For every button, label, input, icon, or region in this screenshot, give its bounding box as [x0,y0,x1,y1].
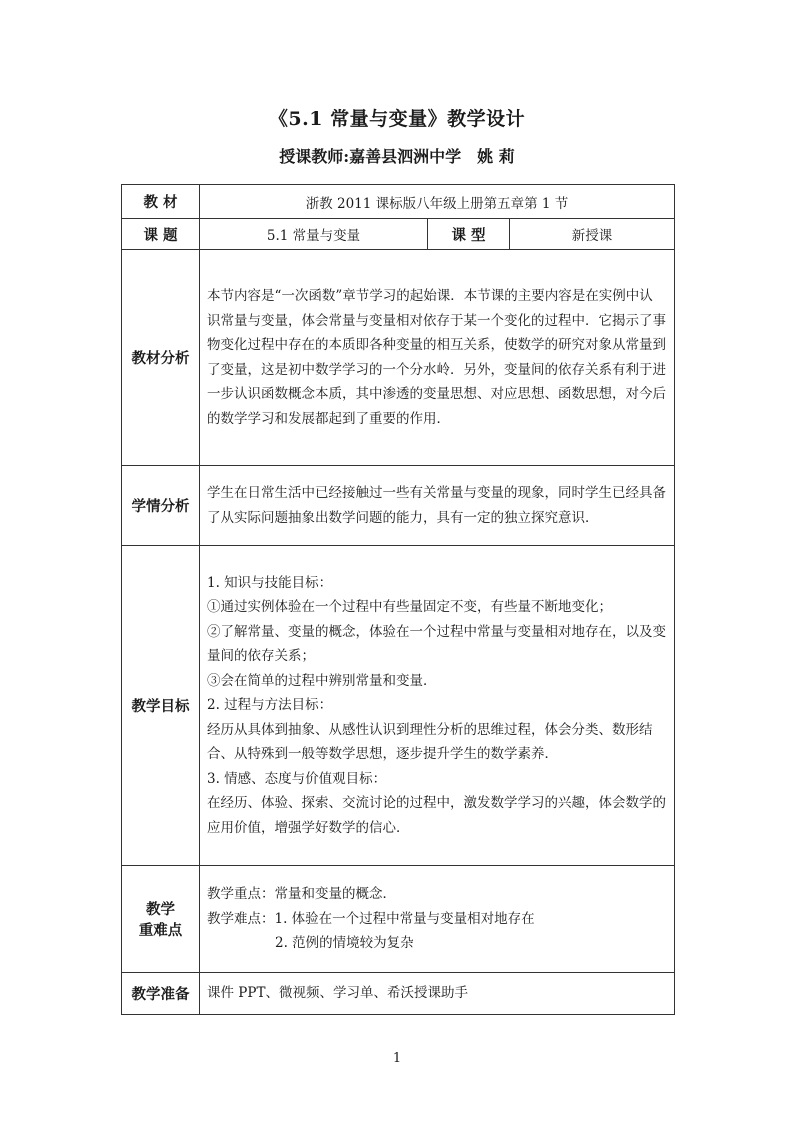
lesson-plan-table [121,184,675,1015]
objective-heading-2: 2. 过程与方法目标： [207,697,333,714]
lesson-type-value: 新授课 [510,219,675,250]
material-analysis-text: 本节内容是“一次函数”章节学习的起始课．本节课的主要内容是在实例中认识常量与变量，体会常量与变量相对依存于某一个变化的过程中．它揭示了事物变化过程中存在的本质即各种变量的相互关系，使数学的研究对象从常量到了变量，这是初中数学学习的一个分水岭．另外，变量间的依存关系有利于进一步认识函数概念本质，其中渗透的变量思想、对应思想、函数思想，对今后的数学学习和发展都起到了重要的作用． [200,250,675,466]
preparation-label: 教学准备 [122,973,200,1015]
row-material-analysis [122,250,675,466]
textbook-label: 教 材 [122,185,200,219]
lesson-type-label: 课 型 [428,219,510,250]
objective-heading-3: 3. 情感、态度与价值观目标： [207,770,387,787]
objectives-label: 教学目标 [122,546,200,866]
document-title: 《5.1 常量与变量》教学设计 [268,108,526,130]
objective-item: 经历从具体到抽象、从感性认识到理性分析的思维过程，体会分类、数形结合、从特殊到一般等数学思想，逐步提升学生的数学素养． [207,721,653,763]
row-topic [122,219,675,250]
objective-item: ②了解常量、变量的概念，体验在一个过程中常量与变量相对地存在，以及变量间的依存关系； [207,623,666,665]
objective-item: 在经历、体验、探索、交流讨论的过程中，激发数学学习的兴趣，体会数学的应用价值，增强学好数学的信心． [207,795,666,836]
row-textbook [122,185,675,219]
objective-heading-1: 1. 知识与技能目标： [207,574,333,591]
row-student-analysis [122,466,675,546]
key-points-content [200,866,675,973]
student-analysis-text: 学生在日常生活中已经接触过一些有关常量与变量的现象，同时学生已经具备了从实际问题抽象出数学问题的能力，具有一定的独立探究意识． [200,466,675,546]
material-analysis-label: 教材分析 [122,250,200,466]
row-key-points [122,866,675,973]
objectives-content [200,546,675,866]
topic-label: 课 题 [122,219,200,250]
textbook-value: 浙教 2011 课标版八年级上册第五章第 1 节 [200,185,675,219]
page-number: 1 [392,1051,402,1066]
teaching-focus: 教学重点：常量和变量的概念． [207,886,396,903]
teacher-info: 授课教师:嘉善县泗洲中学 姚 莉 [279,147,515,166]
teaching-difficulty-2: 2. 范例的情境较为复杂 [275,935,414,952]
preparation-value: 课件 PPT、微视频、学习单、希沃授课助手 [200,973,675,1015]
topic-value: 5.1 常量与变量 [200,219,428,250]
row-objectives [122,546,675,866]
objective-item: ③会在简单的过程中辨别常量和变量． [207,672,437,689]
row-preparation [122,973,675,1015]
objective-item: ①通过实例体验在一个过程中有些量固定不变，有些量不断地变化； [207,599,612,616]
teaching-difficulty-1: 教学难点：1. 体验在一个过程中常量与变量相对地存在 [207,910,535,927]
student-analysis-label: 学情分析 [122,466,200,546]
key-points-label: 教学 重难点 [122,866,200,973]
